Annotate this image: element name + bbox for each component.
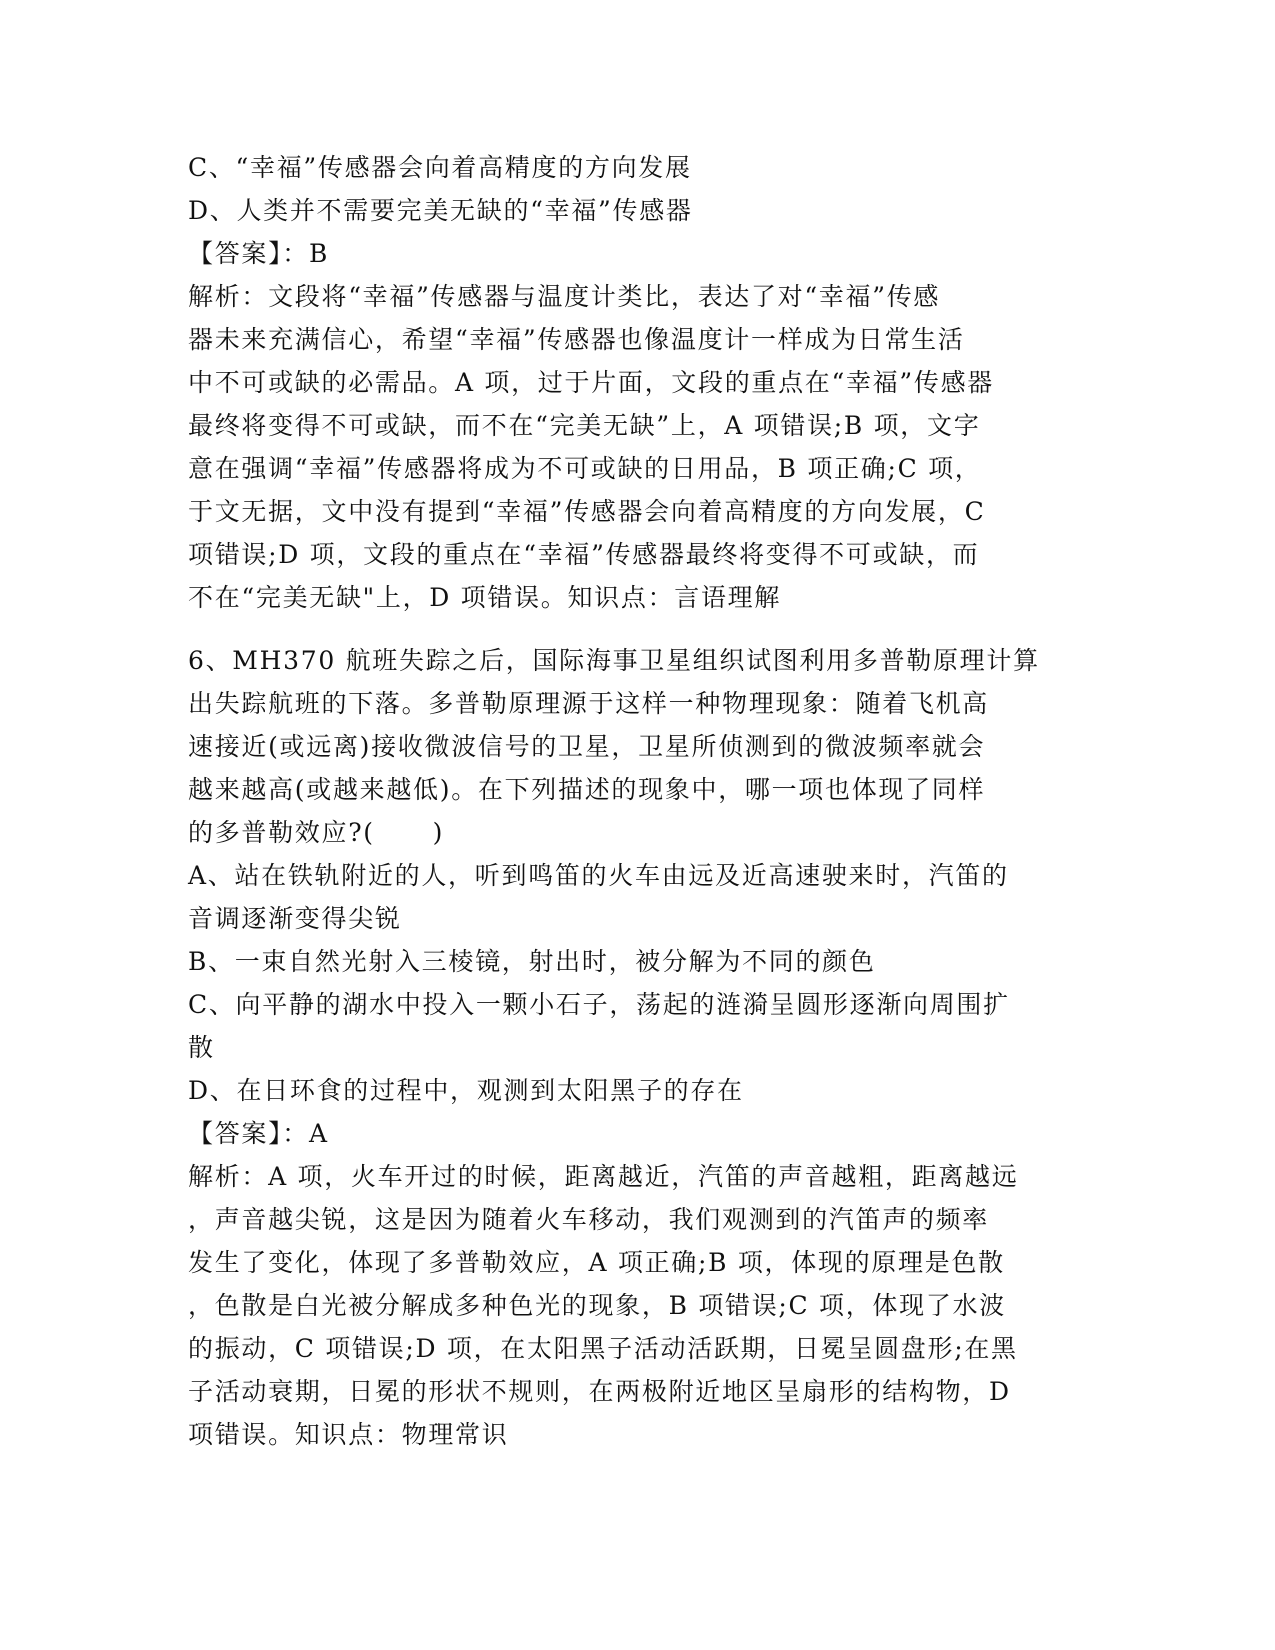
q6-stem-line: 的多普勒效应?( ) bbox=[188, 818, 445, 847]
q6-analysis-line: 的振动，C 项错误;D 项，在太阳黑子活动活跃期，日冕呈圆盘形;在黑 bbox=[188, 1334, 1018, 1363]
document-body bbox=[188, 146, 1088, 1456]
q6-stem-line: 出失踪航班的下落。多普勒原理源于这样一种物理现象：随着飞机高 bbox=[188, 689, 990, 718]
q6-answer: 【答案】：A bbox=[188, 1119, 329, 1148]
q6-option-b: B、一束自然光射入三棱镜，射出时，被分解为不同的颜色 bbox=[188, 947, 876, 976]
q5-analysis-line: 最终将变得不可或缺，而不在“完美无缺”上，A 项错误;B 项，文字 bbox=[188, 411, 981, 440]
q6-analysis-line: ，色散是白光被分解成多种色光的现象，B 项错误;C 项，体现了水波 bbox=[188, 1291, 1006, 1320]
q6-analysis-line: 子活动衰期，日冕的形状不规则，在两极附近地区呈扇形的结构物，D bbox=[188, 1377, 1011, 1406]
question-separator bbox=[188, 619, 1088, 639]
q5-analysis-line: 不在“完美无缺"上，D 项错误。知识点：言语理解 bbox=[188, 583, 782, 612]
q5-answer: 【答案】：B bbox=[188, 239, 330, 268]
q5-analysis-line: 意在强调“幸福”传感器将成为不可或缺的日用品，B 项正确;C 项， bbox=[188, 454, 982, 483]
q5-analysis-line: 中不可或缺的必需品。A 项，过于片面，文段的重点在“幸福”传感器 bbox=[188, 368, 994, 397]
q6-analysis-line: 项错误。知识点：物理常识 bbox=[188, 1420, 509, 1449]
q6-analysis-line: ，声音越尖锐，这是因为随着火车移动，我们观测到的汽笛声的频率 bbox=[188, 1205, 990, 1234]
q6-option-a: A、站在铁轨附近的人，听到鸣笛的火车由远及近高速驶来时，汽笛的 bbox=[188, 861, 1009, 890]
q6-analysis-line: 发生了变化，体现了多普勒效应，A 项正确;B 项，体现的原理是色散 bbox=[188, 1248, 1005, 1277]
q6-option-d: D、在日环食的过程中，观测到太阳黑子的存在 bbox=[188, 1076, 744, 1105]
q5-option-d: D、人类并不需要完美无缺的“幸福”传感器 bbox=[188, 196, 693, 225]
q5-analysis-line: 解析：文段将“幸福”传感器与温度计类比，表达了对“幸福”传感 bbox=[188, 282, 941, 311]
q5-analysis-line: 于文无据，文中没有提到“幸福”传感器会向着高精度的方向发展，C bbox=[188, 497, 986, 526]
q6-stem-line: 越来越高(或越来越低)。在下列描述的现象中，哪一项也体现了同样 bbox=[188, 775, 986, 804]
q6-analysis-line: 解析：A 项，火车开过的时候，距离越近，汽笛的声音越粗，距离越远 bbox=[188, 1162, 1019, 1191]
q5-analysis-line: 器未来充满信心，希望“幸福”传感器也像温度计一样成为日常生活 bbox=[188, 325, 965, 354]
q6-option-a: 音调逐渐变得尖锐 bbox=[188, 904, 402, 933]
q6-stem-line: 6、MH370 航班失踪之后，国际海事卫星组织试图利用多普勒原理计算 bbox=[188, 646, 1040, 675]
q6-option-c: C、向平静的湖水中投入一颗小石子，荡起的涟漪呈圆形逐渐向周围扩 bbox=[188, 990, 1010, 1019]
q5-analysis-line: 项错误;D 项，文段的重点在“幸福”传感器最终将变得不可或缺，而 bbox=[188, 540, 980, 569]
q6-stem-line: 速接近(或远离)接收微波信号的卫星，卫星所侦测到的微波频率就会 bbox=[188, 732, 986, 761]
q5-option-c: C、“幸福”传感器会向着高精度的方向发展 bbox=[188, 153, 692, 182]
q6-option-c: 散 bbox=[188, 1033, 215, 1062]
